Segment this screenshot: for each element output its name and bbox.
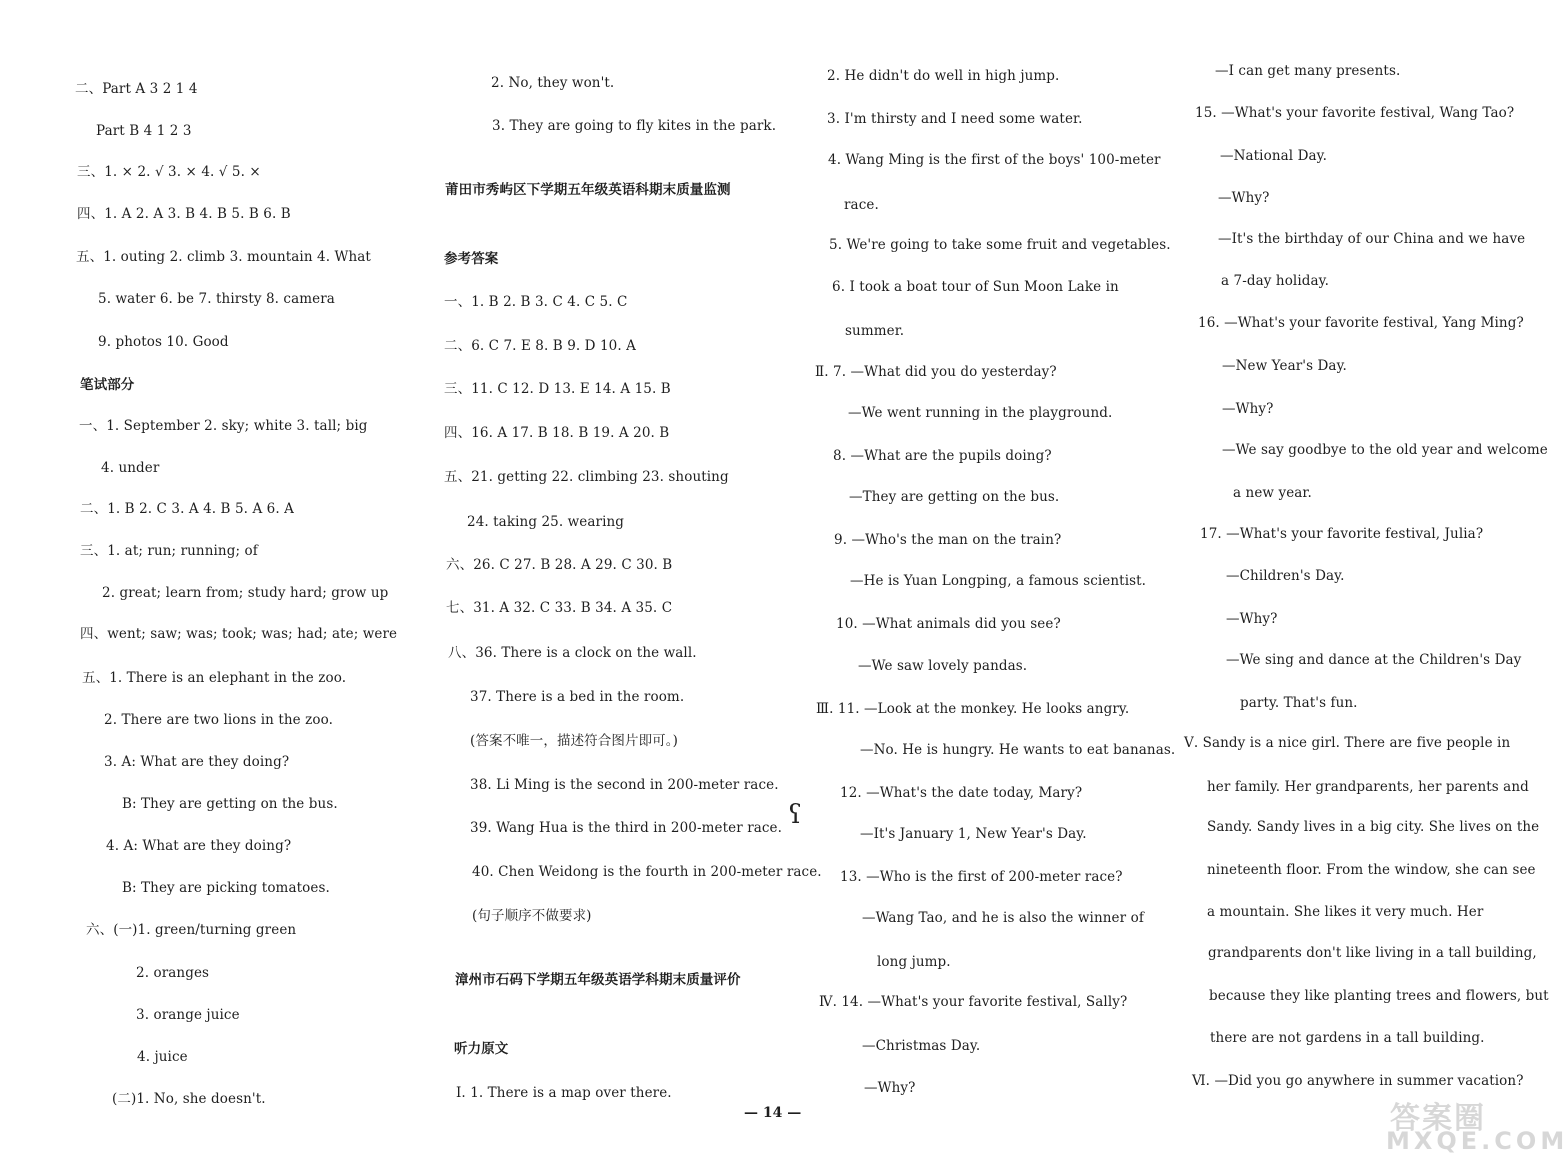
- text-line: 3. I'm thirsty and I need some water.: [827, 111, 1083, 127]
- text-line: 六、(一)1. green/turning green: [86, 922, 297, 938]
- text-line: —Christmas Day.: [862, 1038, 981, 1054]
- text-line: (二)1. No, she doesn't.: [112, 1091, 266, 1107]
- text-line: 一、1. B 2. B 3. C 4. C 5. C: [444, 294, 628, 310]
- text-line: 40. Chen Weidong is the fourth in 200-meter race.: [472, 864, 822, 880]
- text-line: 3. They are going to fly kites in the park.: [492, 118, 777, 134]
- section-heading: 莆田市秀屿区下学期五年级英语科期末质量监测: [445, 182, 731, 198]
- text-line: Sandy. Sandy lives in a big city. She lives on the: [1207, 819, 1540, 835]
- text-line: party. That's fun.: [1240, 695, 1358, 711]
- text-line: 八、36. There is a clock on the wall.: [448, 645, 697, 661]
- text-line: 38. Li Ming is the second in 200-meter race.: [470, 777, 779, 793]
- watermark-top: 答案圈: [1390, 1101, 1486, 1136]
- text-line: 12. —What's the date today, Mary?: [840, 785, 1083, 801]
- text-line: long jump.: [877, 954, 951, 970]
- text-line: (句子顺序不做要求): [472, 908, 592, 924]
- text-line: Ⅳ. 14. —What's your favorite festival, Sally?: [819, 994, 1128, 1010]
- column-4: [1180, 0, 1549, 1165]
- text-line: 四、went; saw; was; took; was; had; ate; were: [80, 626, 398, 642]
- text-line: 二、Part A 3 2 1 4: [75, 81, 198, 97]
- text-line: 四、16. A 17. B 18. B 19. A 20. B: [444, 425, 670, 441]
- text-line: —He is Yuan Longping, a famous scientist.: [850, 573, 1147, 589]
- text-line: —Why?: [1218, 190, 1270, 206]
- text-line: 2. There are two lions in the zoo.: [104, 712, 333, 728]
- text-line: 24. taking 25. wearing: [467, 514, 625, 530]
- text-line: 3. orange juice: [136, 1007, 240, 1023]
- text-line: 二、6. C 7. E 8. B 9. D 10. A: [444, 338, 636, 354]
- text-line: her family. Her grandparents, her parents and: [1207, 779, 1529, 795]
- text-line: Ⅴ. Sandy is a nice girl. There are five people in: [1184, 735, 1511, 751]
- text-line: 七、31. A 32. C 33. B 34. A 35. C: [446, 600, 673, 616]
- text-line: summer.: [845, 323, 905, 339]
- text-line: —Why?: [1222, 401, 1274, 417]
- text-line: 五、21. getting 22. climbing 23. shouting: [444, 469, 729, 485]
- text-line: 2. oranges: [136, 965, 210, 981]
- text-line: 五、1. outing 2. climb 3. mountain 4. What: [76, 249, 371, 265]
- text-line: —We went running in the playground.: [848, 405, 1113, 421]
- text-line: —We say goodbye to the old year and welcome: [1222, 442, 1548, 458]
- text-line: Ⅱ. 7. —What did you do yesterday?: [815, 364, 1057, 380]
- watermark-logo: [1376, 1093, 1568, 1157]
- binding-mark-icon: ʕ: [788, 800, 802, 830]
- text-line: 五、1. There is an elephant in the zoo.: [82, 670, 347, 686]
- text-line: 3. A: What are they doing?: [104, 754, 290, 770]
- text-line: 六、26. C 27. B 28. A 29. C 30. B: [446, 557, 673, 573]
- text-line: (答案不唯一，描述符合图片即可。): [470, 733, 678, 749]
- text-line: a mountain. She likes it very much. Her: [1207, 904, 1484, 920]
- text-line: —Wang Tao, and he is also the winner of: [862, 910, 1144, 926]
- text-line: —We saw lovely pandas.: [858, 658, 1028, 674]
- text-line: Ⅵ. —Did you go anywhere in summer vacation?: [1192, 1073, 1524, 1089]
- text-line: —Why?: [864, 1080, 916, 1096]
- text-line: —They are getting on the bus.: [849, 489, 1060, 505]
- text-line: because they like planting trees and flowers, but: [1209, 988, 1549, 1004]
- text-line: 4. juice: [137, 1049, 188, 1065]
- column-2: [400, 0, 822, 1165]
- watermark-bottom: MXQE.COM: [1386, 1127, 1568, 1155]
- text-line: —Children's Day.: [1226, 568, 1345, 584]
- text-line: Ⅲ. 11. —Look at the monkey. He looks angry.: [816, 701, 1130, 717]
- text-line: 6. I took a boat tour of Sun Moon Lake in: [832, 279, 1119, 295]
- text-line: 2. He didn't do well in high jump.: [827, 68, 1060, 84]
- text-line: —We sing and dance at the Children's Day: [1226, 652, 1522, 668]
- text-line: 二、1. B 2. C 3. A 4. B 5. A 6. A: [80, 501, 295, 517]
- text-line: grandparents don't like living in a tall building,: [1208, 945, 1537, 961]
- text-line: 4. A: What are they doing?: [106, 838, 292, 854]
- text-line: 8. —What are the pupils doing?: [833, 448, 1052, 464]
- text-line: 2. No, they won't.: [491, 75, 615, 91]
- text-line: a 7-day holiday.: [1221, 273, 1329, 289]
- text-line: race.: [844, 197, 879, 213]
- text-line: B: They are picking tomatoes.: [122, 880, 330, 896]
- text-line: 三、11. C 12. D 13. E 14. A 15. B: [444, 381, 671, 397]
- section-heading: 听力原文: [454, 1041, 509, 1057]
- text-line: 37. There is a bed in the room.: [470, 689, 685, 705]
- text-line: 16. —What's your favorite festival, Yang Ming?: [1198, 315, 1524, 331]
- text-line: —It's January 1, New Year's Day.: [860, 826, 1087, 842]
- page-number: — 14 —: [744, 1105, 802, 1121]
- text-line: 39. Wang Hua is the third in 200-meter race.: [470, 820, 783, 836]
- text-line: 10. —What animals did you see?: [836, 616, 1061, 632]
- text-line: Ⅰ. 1. There is a map over there.: [456, 1085, 672, 1101]
- text-line: —Why?: [1226, 611, 1278, 627]
- text-line: 四、1. A 2. A 3. B 4. B 5. B 6. B: [77, 206, 291, 222]
- text-line: 13. —Who is the first of 200-meter race?: [840, 869, 1123, 885]
- text-line: nineteenth floor. From the window, she can see: [1207, 862, 1536, 878]
- text-line: 9. —Who's the man on the train?: [834, 532, 1062, 548]
- text-line: Part B 4 1 2 3: [96, 123, 192, 139]
- text-line: there are not gardens in a tall building.: [1210, 1030, 1485, 1046]
- text-line: —I can get many presents.: [1215, 63, 1401, 79]
- text-line: 15. —What's your favorite festival, Wang Tao?: [1195, 105, 1515, 121]
- text-line: —It's the birthday of our China and we have: [1218, 231, 1526, 247]
- text-line: 17. —What's your favorite festival, Julia?: [1200, 526, 1484, 542]
- column-3: [800, 0, 1180, 1165]
- text-line: a new year.: [1233, 485, 1312, 501]
- text-line: 三、1. at; run; running; of: [80, 543, 258, 559]
- section-heading: 笔试部分: [80, 377, 135, 393]
- text-line: —New Year's Day.: [1222, 358, 1347, 374]
- text-line: 4. Wang Ming is the first of the boys' 100-meter: [828, 152, 1161, 168]
- section-heading: 漳州市石码下学期五年级英语学科期末质量评价: [455, 972, 741, 988]
- text-line: —National Day.: [1220, 148, 1327, 164]
- text-line: 9. photos 10. Good: [98, 334, 229, 350]
- text-line: 5. water 6. be 7. thirsty 8. camera: [98, 291, 335, 307]
- text-line: 4. under: [101, 460, 160, 476]
- text-line: 2. great; learn from; study hard; grow up: [102, 585, 389, 601]
- section-heading: 参考答案: [444, 251, 499, 267]
- text-line: 5. We're going to take some fruit and vegetables.: [829, 237, 1171, 253]
- text-line: 三、1. × 2. √ 3. × 4. √ 5. ×: [77, 164, 261, 180]
- column-1: [0, 0, 398, 1165]
- text-line: B: They are getting on the bus.: [122, 796, 338, 812]
- text-line: —No. He is hungry. He wants to eat bananas.: [860, 742, 1176, 758]
- text-line: 一、1. September 2. sky; white 3. tall; big: [79, 418, 368, 434]
